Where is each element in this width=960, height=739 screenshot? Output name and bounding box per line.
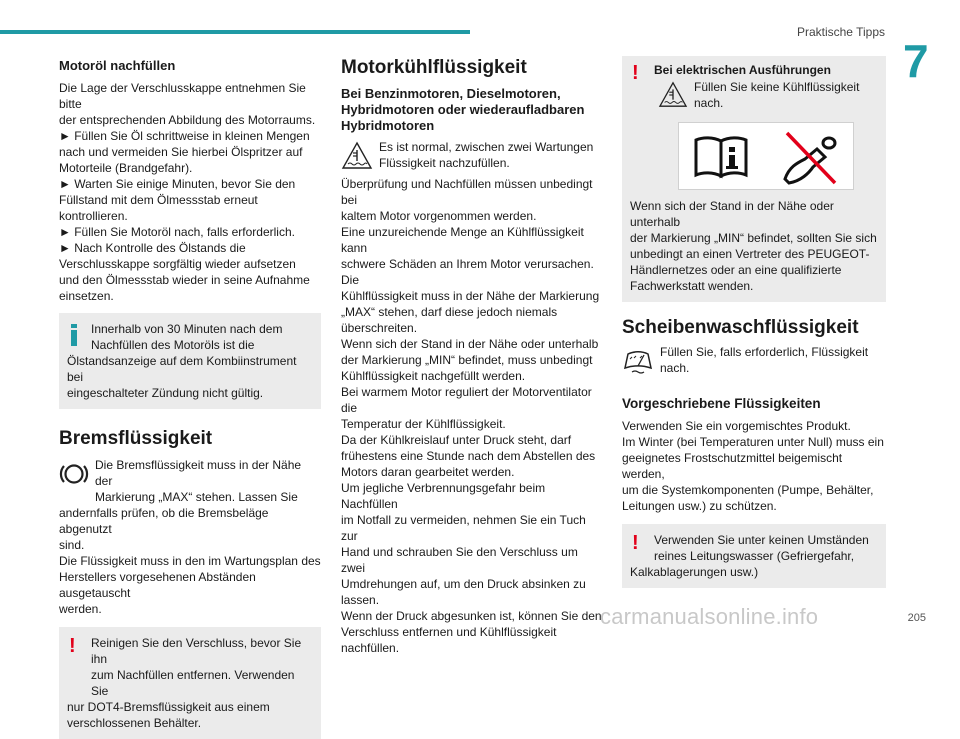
text-line: einsetzen. (59, 289, 114, 303)
text-line: Überprüfung und Nachfüllen müssen unbedingt bei (341, 177, 593, 207)
text-line: ► Warten Sie einige Minuten, bevor Sie den (59, 177, 296, 191)
oil-refill-text (59, 80, 321, 304)
text-line: kaltem Motor vorgenommen werden. (341, 209, 537, 223)
text-line: ► Nach Kontrolle des Ölstands die (59, 241, 246, 255)
text-line: Leitungen usw.) zu schützen. (622, 499, 777, 513)
washer-fluid-heading: Scheibenwaschflüssigkeit (622, 317, 859, 338)
coolant-heading: Motorkühlflüssigkeit (341, 57, 527, 78)
text-line: Verschluss entfernen und Kühlflüssigkeit nachfüllen. (341, 625, 557, 655)
text-line: schwere Schäden an Ihrem Motor verursachen. Die (341, 257, 594, 287)
text-line: Verwenden Sie unter keinen Umständen (654, 533, 869, 547)
text-line: lassen. (341, 593, 380, 607)
text-line: Bei Benzinmotoren, Dieselmotoren, (341, 86, 561, 101)
text-line: Bei warmem Motor reguliert der Motorventilator die (341, 385, 592, 415)
text-line: Ölstandsanzeige auf dem Kombiinstrument bei (67, 354, 297, 384)
washer-fluid-text (622, 344, 886, 381)
text-line: Hand und schrauben Sie den Verschluss um zwei (341, 545, 578, 575)
washer-fluid-icon (622, 346, 654, 381)
fluids-heading: Vorgeschriebene Flüssigkeiten (622, 396, 821, 411)
text-line: ► Füllen Sie Öl schrittweise in kleinen Mengen (59, 129, 310, 143)
text-line: Motors daran gearbeitet werden. (341, 465, 515, 479)
text-line: Innerhalb von 30 Minuten nach dem (91, 322, 283, 336)
page-number: 205 (907, 612, 926, 624)
text-line: Händlernetzes oder an eine qualifizierte (630, 263, 842, 277)
text-line: Flüssigkeit nachzufüllen. (379, 156, 510, 170)
text-line: Wenn der Druck abgesunken ist, können Sie den (341, 609, 602, 623)
text-line: und den Ölmessstab wieder in seine Aufnahme (59, 273, 310, 287)
text-line: nur DOT4-Bremsflüssigkeit aus einem (67, 700, 270, 714)
fluids-text (622, 418, 886, 514)
oil-refill-heading: Motoröl nachfüllen (59, 58, 176, 73)
brake-fluid-heading: Bremsflüssigkeit (59, 428, 213, 449)
warning-exclamation-icon: ! (69, 635, 76, 657)
water-warning-box (622, 524, 886, 588)
coolant-text (341, 139, 603, 656)
info-icon (70, 324, 78, 351)
text-line: andernfalls prüfen, ob die Bremsbeläge abgenutzt (59, 506, 269, 536)
text-line: Motorteile (Brandgefahr). (59, 161, 193, 175)
text-line: frühestens eine Stunde nach dem Abstellen des (341, 449, 596, 463)
text-line: Um jegliche Verbrennungsgefahr beim Nachfüllen (341, 481, 546, 511)
brake-fluid-text (59, 457, 321, 617)
column-right (622, 56, 886, 588)
text-line: zum Nachfüllen entfernen. Verwenden Sie (91, 668, 295, 698)
brake-fluid-icon (59, 459, 89, 494)
text-line: Temperatur der Kühlflüssigkeit. (341, 417, 506, 431)
text-line: Wenn sich der Stand in der Nähe oder unterhalb (630, 199, 834, 229)
text-line: Verwenden Sie ein vorgemischtes Produkt. (622, 419, 851, 433)
text-line: Die Flüssigkeit muss in den im Wartungsplan des (59, 554, 321, 568)
text-line: Füllstand mit dem Ölmessstab erneut kontrollieren. (59, 193, 258, 223)
text-line: Die Bremsflüssigkeit muss in der Nähe der (95, 458, 302, 488)
info-box (59, 313, 321, 409)
text-line: nach und vermeiden Sie hierbei Ölspritzer auf (59, 145, 303, 159)
text-line: Hybridmotoren oder wiederaufladbaren (341, 102, 585, 117)
text-line: Kühlflüssigkeit muss in der Nähe der Markierung (341, 289, 600, 303)
text-line: Die Lage der Verschlusskappe entnehmen Sie bitte (59, 81, 306, 111)
brake-warning-box (59, 627, 321, 739)
warning-exclamation-icon: ! (632, 532, 639, 554)
chapter-number: 7 (903, 35, 929, 87)
text-line: Nachfüllen des Motoröls ist die (91, 338, 255, 352)
warning-exclamation-icon: ! (632, 62, 639, 84)
text-line: der Markierung „MIN“ befindet, muss unbedingt (341, 353, 593, 367)
text-line: Reinigen Sie den Verschluss, bevor Sie ihn (91, 636, 302, 666)
text-line: der entsprechenden Abbildung des Motorraums. (59, 113, 316, 127)
text-line: Kalkablagerungen usw.) (630, 565, 759, 579)
text-line: Hybridmotoren (341, 118, 435, 133)
text-line: „MAX“ stehen, darf diese jedoch niemals (341, 305, 558, 319)
text-line: Es ist normal, zwischen zwei Wartungen (379, 140, 594, 154)
text-line: Kühlflüssigkeit nachgefüllt werden. (341, 369, 526, 383)
text-line: ► Füllen Sie Motoröl nach, falls erforderlich. (59, 225, 295, 239)
text-line: Füllen Sie keine Kühlflüssigkeit (694, 80, 860, 94)
header-accent-bar (0, 30, 470, 34)
coolant-warning-icon (658, 81, 688, 114)
text-line: überschreiten. (341, 321, 418, 335)
text-line: Umdrehungen auf, um den Druck absinken zu (341, 577, 586, 591)
text-line: sind. (59, 538, 85, 552)
text-line: werden. (59, 602, 102, 616)
text-line: um die Systemkomponenten (Pumpe, Behälter, (622, 483, 874, 497)
no-refill-icon (775, 127, 841, 192)
text-line: Im Winter (bei Temperaturen unter Null) muss ein (622, 435, 884, 449)
text-line: nach. (694, 96, 724, 110)
column-left (59, 56, 321, 739)
text-line: Verschlusskappe sorgfältig wieder aufsetzen (59, 257, 296, 271)
text-line: Da der Kühlkreislauf unter Druck steht, darf (341, 433, 572, 447)
text-line: Markierung „MAX“ stehen. Lassen Sie (95, 490, 298, 504)
text-line: im Notfall zu vermeiden, nehmen Sie ein Tuch zur (341, 513, 586, 543)
electric-box-title: Bei elektrischen Ausführungen (654, 63, 831, 77)
text-line: reines Leitungswasser (Gefriergefahr, (654, 549, 855, 563)
no-refill-row (630, 79, 878, 114)
column-middle (341, 56, 603, 656)
section-title: Praktische Tipps (796, 25, 885, 39)
text-line: Fachwerkstatt wenden. (630, 279, 754, 293)
no-refill-illustration (678, 122, 854, 190)
text-line: Herstellers vorgesehenen Abständen ausgetauscht (59, 570, 256, 600)
text-line: verschlossenen Behälter. (67, 716, 202, 730)
electric-warning-box (622, 56, 886, 302)
text-line: geeignetes Frostschutzmittel beigemischt werden, (622, 451, 843, 481)
owners-manual-icon (693, 135, 749, 184)
text-line: Wenn sich der Stand in der Nähe oder unterhalb (341, 337, 599, 351)
text-line: unbedingt an einen Vertreter des PEUGEOT- (630, 247, 870, 261)
text-line: Eine unzureichende Menge an Kühlflüssigkeit kann (341, 225, 584, 255)
coolant-subheading (341, 86, 603, 134)
text-line: eingeschalteter Zündung nicht gültig. (67, 386, 264, 400)
coolant-warning-icon (341, 141, 373, 176)
text-line: Füllen Sie, falls erforderlich, Flüssigkeit nach. (660, 345, 869, 375)
watermark: carmanualsonline.info (600, 604, 819, 629)
text-line: der Markierung „MIN“ befindet, sollten Sie sich (630, 231, 877, 245)
